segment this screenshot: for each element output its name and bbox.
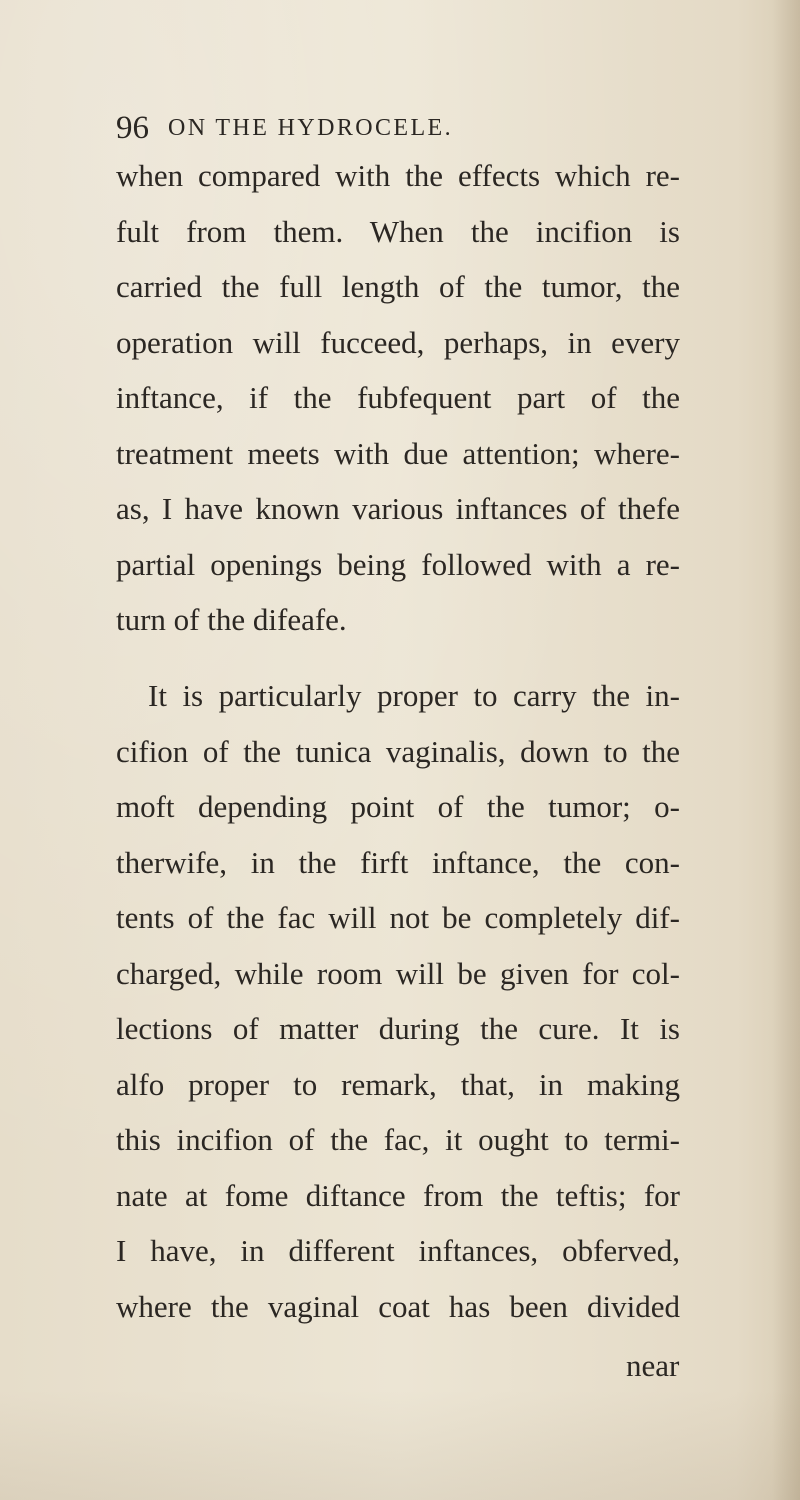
text-line: partial openings being followed with a re-	[116, 546, 680, 582]
text-line: cifion of the tunica vaginalis, down to the	[116, 733, 680, 769]
text-line: this incifion of the fac, it ought to termi-	[116, 1122, 680, 1157]
text-line: fult from them. When the incifion is	[116, 213, 680, 249]
text-line: carried the full length of the tumor, the	[116, 269, 680, 304]
page-bottom-shade	[0, 1390, 800, 1500]
page-number: 96	[116, 110, 149, 146]
text-line: I have, in different inftances, obferved,	[116, 1233, 680, 1268]
page-header	[116, 104, 676, 152]
text-line: where the vaginal coat has been divided	[116, 1288, 680, 1324]
text-line: as, I have known various inftances of thefe	[116, 491, 680, 526]
text-line: inftance, if the fubfequent part of the	[116, 380, 680, 415]
text-line: when compared with the effects which re-	[116, 158, 680, 193]
text-line: turn of the difeafe.	[116, 602, 347, 637]
text-line: nate at fome diftance from the teftis; for	[116, 1177, 680, 1213]
paragraph-1	[116, 148, 680, 648]
text-line: It is particularly proper to carry the in-	[148, 678, 680, 713]
text-line: lections of matter during the cure. It is	[116, 1011, 680, 1046]
text-line: alfo proper to remark, that, in making	[116, 1066, 680, 1102]
paragraph-2	[116, 668, 680, 1334]
text-line: moft depending point of the tumor; o-	[116, 789, 680, 824]
page-edge-shadow	[772, 0, 800, 1500]
text-line: treatment meets with due attention; where-	[116, 435, 680, 471]
text-line: therwife, in the firft inftance, the con-	[116, 844, 680, 880]
catchword: near	[626, 1348, 680, 1383]
text-line: operation will fucceed, perhaps, in every	[116, 324, 680, 360]
running-head: ON THE HYDROCELE.	[168, 115, 454, 141]
text-line: tents of the fac will not be completely dif-	[116, 900, 680, 935]
text-line: charged, while room will be given for col-	[116, 955, 680, 991]
